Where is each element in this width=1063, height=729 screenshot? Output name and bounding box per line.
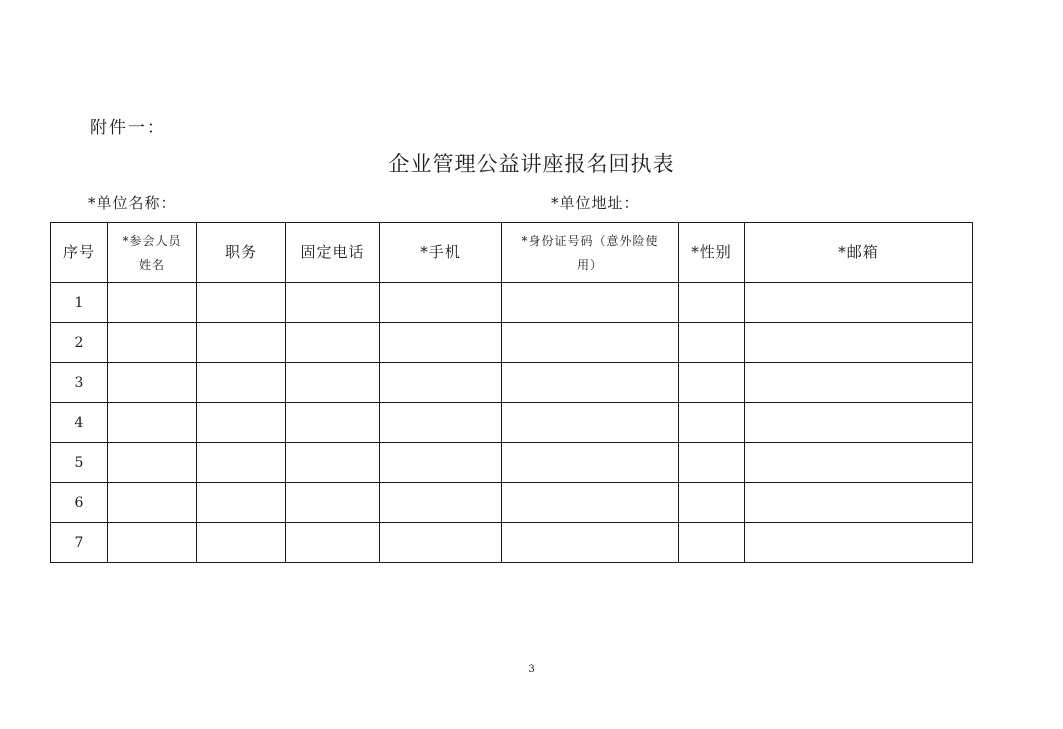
cell-participant-name[interactable] <box>108 443 197 483</box>
cell-email[interactable] <box>745 403 973 443</box>
cell-mobile[interactable] <box>380 523 502 563</box>
cell-mobile[interactable] <box>380 283 502 323</box>
header-gender: *性别 <box>679 223 745 283</box>
form-title: 企业管理公益讲座报名回执表 <box>388 152 675 176</box>
header-row <box>51 223 973 283</box>
cell-gender[interactable] <box>679 523 745 563</box>
cell-landline[interactable] <box>286 283 380 323</box>
table-row <box>51 363 973 403</box>
cell-mobile[interactable] <box>380 363 502 403</box>
cell-mobile[interactable] <box>380 323 502 363</box>
cell-landline[interactable] <box>286 443 380 483</box>
row-serial: 3 <box>51 363 108 403</box>
header-id-number <box>502 223 679 283</box>
cell-email[interactable] <box>745 523 973 563</box>
cell-landline[interactable] <box>286 483 380 523</box>
cell-position[interactable] <box>197 403 286 443</box>
cell-position[interactable] <box>197 443 286 483</box>
table-row <box>51 523 973 563</box>
cell-email[interactable] <box>745 443 973 483</box>
cell-email[interactable] <box>745 283 973 323</box>
row-serial: 6 <box>51 483 108 523</box>
cell-gender[interactable] <box>679 483 745 523</box>
cell-participant-name[interactable] <box>108 403 197 443</box>
cell-landline[interactable] <box>286 523 380 563</box>
cell-email[interactable] <box>745 483 973 523</box>
page-number: 3 <box>528 664 535 675</box>
cell-gender[interactable] <box>679 443 745 483</box>
table-row <box>51 323 973 363</box>
header-participant-line1: *参会人员 <box>122 233 182 248</box>
cell-id-number[interactable] <box>502 523 679 563</box>
cell-email[interactable] <box>745 323 973 363</box>
header-position: 职务 <box>197 223 286 283</box>
cell-id-number[interactable] <box>502 283 679 323</box>
cell-position[interactable] <box>197 483 286 523</box>
table-row <box>51 283 973 323</box>
cell-participant-name[interactable] <box>108 283 197 323</box>
header-landline: 固定电话 <box>286 223 380 283</box>
table-row <box>51 443 973 483</box>
unit-address-label: *单位地址： <box>551 194 640 212</box>
cell-id-number[interactable] <box>502 403 679 443</box>
header-serial: 序号 <box>51 223 108 283</box>
cell-id-number[interactable] <box>502 443 679 483</box>
cell-participant-name[interactable] <box>108 363 197 403</box>
cell-mobile[interactable] <box>380 483 502 523</box>
cell-mobile[interactable] <box>380 443 502 483</box>
header-participant-name <box>108 223 197 283</box>
attachment-label: 附件一： <box>90 118 166 138</box>
cell-position[interactable] <box>197 523 286 563</box>
row-serial: 2 <box>51 323 108 363</box>
cell-participant-name[interactable] <box>108 483 197 523</box>
cell-position[interactable] <box>197 323 286 363</box>
registration-table <box>50 222 973 563</box>
cell-landline[interactable] <box>286 363 380 403</box>
row-serial: 1 <box>51 283 108 323</box>
cell-id-number[interactable] <box>502 363 679 403</box>
table-row <box>51 483 973 523</box>
row-serial: 5 <box>51 443 108 483</box>
header-id-line2: 用） <box>576 257 603 272</box>
table-row <box>51 403 973 443</box>
header-participant-line2: 姓名 <box>138 257 165 272</box>
header-email: *邮箱 <box>745 223 973 283</box>
cell-gender[interactable] <box>679 363 745 403</box>
header-mobile: *手机 <box>380 223 502 283</box>
unit-name-label: *单位名称： <box>88 194 177 212</box>
header-id-line1: *身份证号码（意外险使 <box>521 233 659 248</box>
cell-gender[interactable] <box>679 403 745 443</box>
cell-mobile[interactable] <box>380 403 502 443</box>
cell-gender[interactable] <box>679 283 745 323</box>
cell-email[interactable] <box>745 363 973 403</box>
cell-participant-name[interactable] <box>108 323 197 363</box>
cell-landline[interactable] <box>286 323 380 363</box>
cell-position[interactable] <box>197 283 286 323</box>
cell-id-number[interactable] <box>502 323 679 363</box>
cell-position[interactable] <box>197 363 286 403</box>
cell-id-number[interactable] <box>502 483 679 523</box>
cell-gender[interactable] <box>679 323 745 363</box>
cell-participant-name[interactable] <box>108 523 197 563</box>
row-serial: 7 <box>51 523 108 563</box>
cell-landline[interactable] <box>286 403 380 443</box>
row-serial: 4 <box>51 403 108 443</box>
